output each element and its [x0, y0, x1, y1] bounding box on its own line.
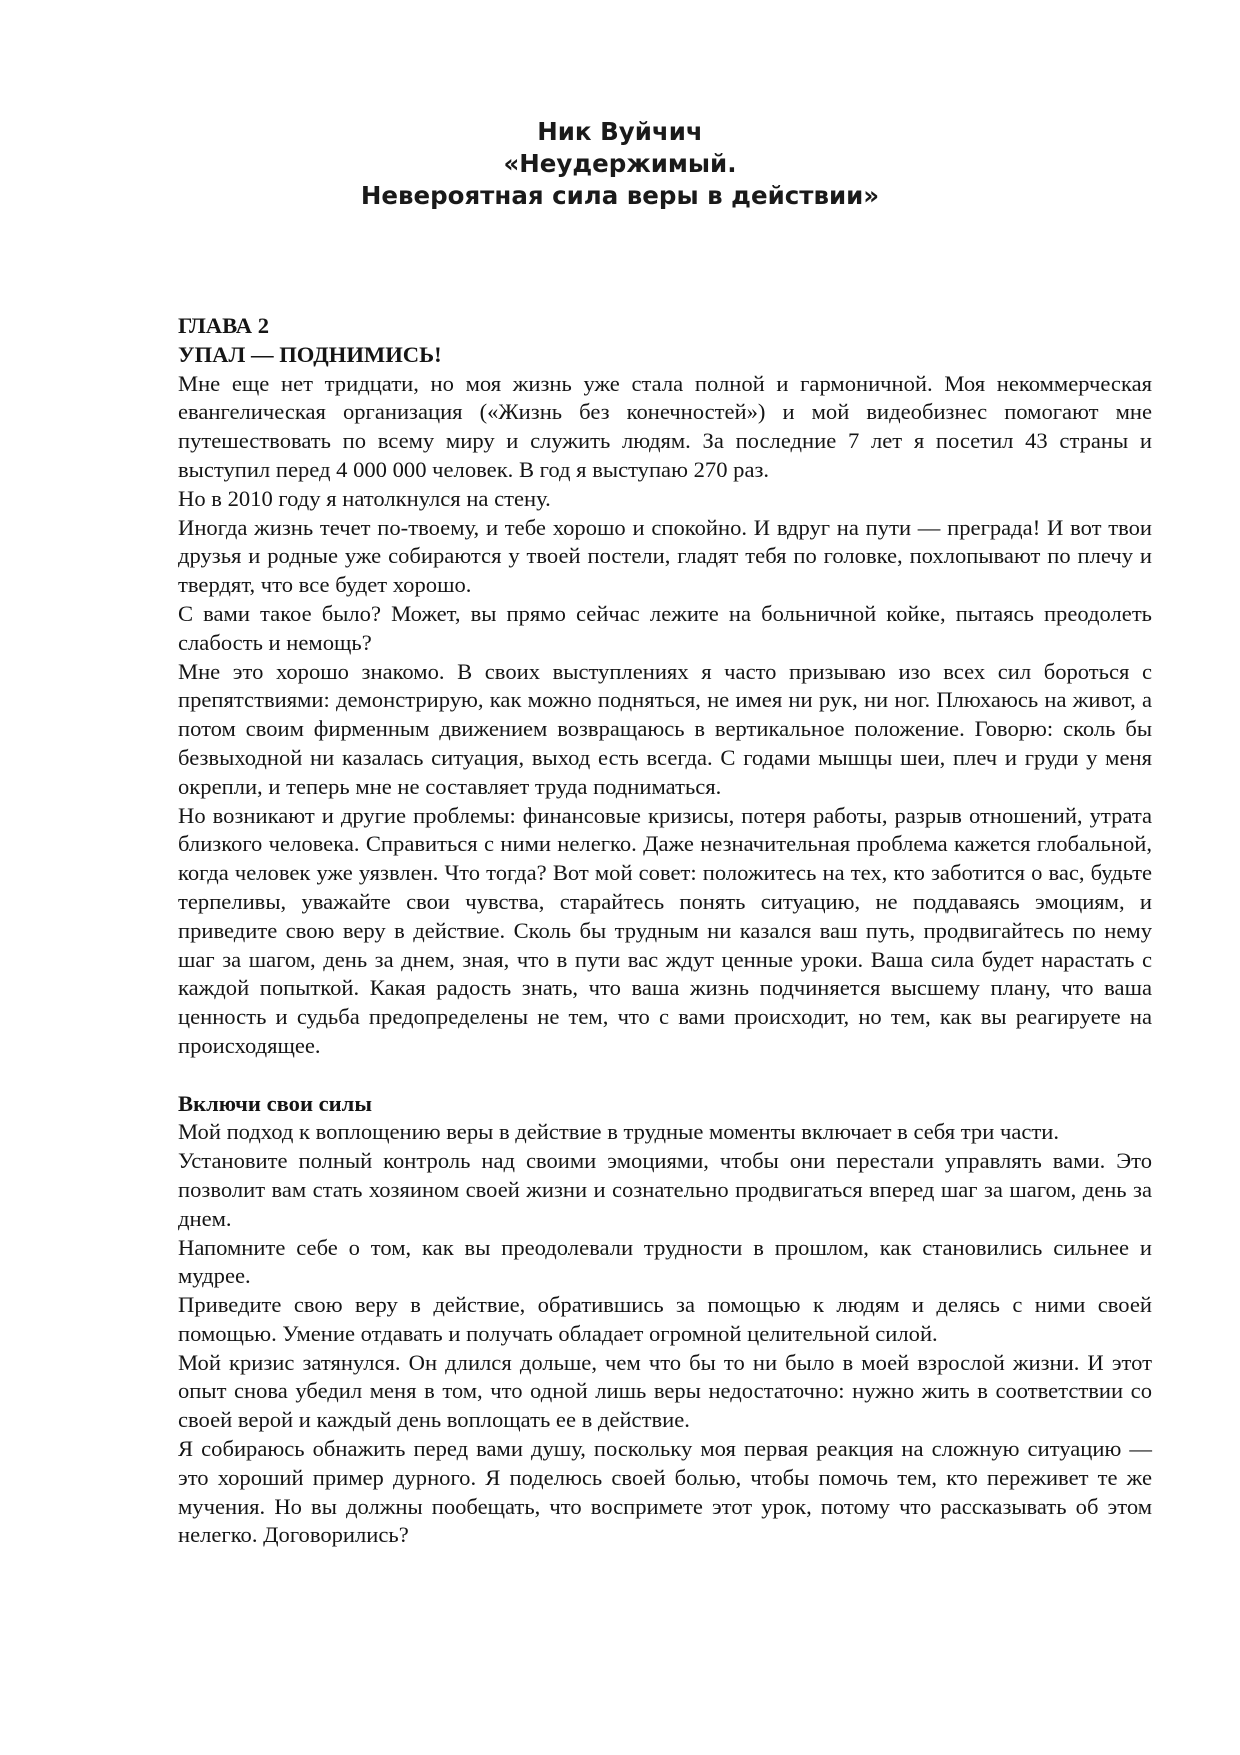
document-body: [178, 312, 1152, 1550]
paragraph: С вами такое было? Может, вы прямо сейчас лежите на больничной койке, пытаясь преодолеть слабость и немощь?: [178, 600, 1152, 655]
section-heading: Включи свои силы: [178, 1090, 372, 1116]
paragraph: Мой подход к воплощению веры в действие в трудные моменты включает в себя три части.: [178, 1119, 1060, 1145]
paragraph: Но возникают и другие проблемы: финансовые кризисы, потеря работы, разрыв отношений, утрата близкого человека. Справиться с ними нелегко. Даже незначительная проблема кажется глобальной, когда человек уже уязвлен. Что тогда? Вот мой совет: положитесь на тех, кто заботится о вас, будьте терпеливы, уважайте свои чувства, старайтесь понять ситуацию, не поддаваясь эмоциям, и приведите свою веру в действие. Сколь бы трудным ни казался ваш путь, продвигайтесь по нему шаг за шагом, день за днем, зная, что в пути вас ждут ценные уроки. Ваша сила будет нарастать с каждой попыткой. Какая радость знать, что ваша жизнь подчиняется высшему плану, что ваша ценность и судьба предопределены не тем, что с вами происходит, но тем, как вы реагируете на происходящее.: [178, 802, 1152, 1058]
chapter-name: УПАЛ — ПОДНИМИСЬ!: [178, 341, 442, 367]
author-name: Ник Вуйчич: [537, 117, 703, 146]
paragraph: Но в 2010 году я натолкнулся на стену.: [178, 485, 551, 511]
paragraph: Установите полный контроль над своими эмоциями, чтобы они перестали управлять вами. Это позволит вам стать хозяином своей жизни и сознательно продвигаться вперед шаг за шагом, день за днем.: [178, 1148, 1152, 1231]
paragraph: Мне еще нет тридцати, но моя жизнь уже стала полной и гармоничной. Моя некоммерческая евангелическая организация («Жизнь без конечностей») и мой видеобизнес помогают мне путешествовать по всему миру и служить людям. За последние 7 лет я посетил 43 страны и выступил перед 4 000 000 человек. В год я выступаю 270 раз.: [178, 370, 1152, 482]
chapter-label: ГЛАВА 2: [178, 313, 270, 338]
paragraph: Мой кризис затянулся. Он длился дольше, чем что бы то ни было в моей взрослой жизни. И этот опыт снова убедил меня в том, что одной лишь веры недостаточно: нужно жить в соответствии со своей верой и каждый день воплощать ее в действие.: [178, 1349, 1152, 1433]
paragraph: Иногда жизнь течет по-твоему, и тебе хорошо и спокойно. И вдруг на пути — преграда! И вот твои друзья и родные уже собираются у твоей постели, гладят тебя по головке, похлопывают по плечу и твердят, что все будет хорошо.: [178, 514, 1152, 598]
book-title-line-1: «Неудержимый.: [503, 149, 737, 178]
paragraph: Я собираюсь обнажить перед вами душу, поскольку моя первая реакция на сложную ситуацию — это хороший пример дурного. Я поделюсь своей болью, чтобы помочь тем, кто переживет те же мучения. Но вы должны пообещать, что воспримете этот урок, потому что рассказывать об этом нелегко. Договорились?: [178, 1436, 1152, 1548]
paragraph: Приведите свою веру в действие, обратившись за помощью к людям и делясь с ними своей помощью. Умение отдавать и получать обладает огромной целительной силой.: [178, 1292, 1152, 1346]
book-title-line-2: Невероятная сила веры в действии»: [360, 181, 880, 210]
section-spacer: [178, 1061, 1152, 1090]
document-title: [0, 116, 1240, 212]
paragraph: Напомните себе о том, как вы преодолевали трудности в прошлом, как становились сильнее и мудрее.: [178, 1234, 1152, 1289]
paragraph: Мне это хорошо знакомо. В своих выступлениях я часто призываю изо всех сил бороться с препятствиями: демонстрирую, как можно подняться, не имея ни рук, ни ног. Плюхаюсь на живот, а потом своим фирменным движением возвращаюсь в вертикальное положение. Говорю: сколь бы безвыходной ни казалась ситуация, выход есть всегда. С годами мышцы шеи, плеч и груди у меня окрепли, и теперь мне не составляет труда подниматься.: [178, 658, 1152, 799]
